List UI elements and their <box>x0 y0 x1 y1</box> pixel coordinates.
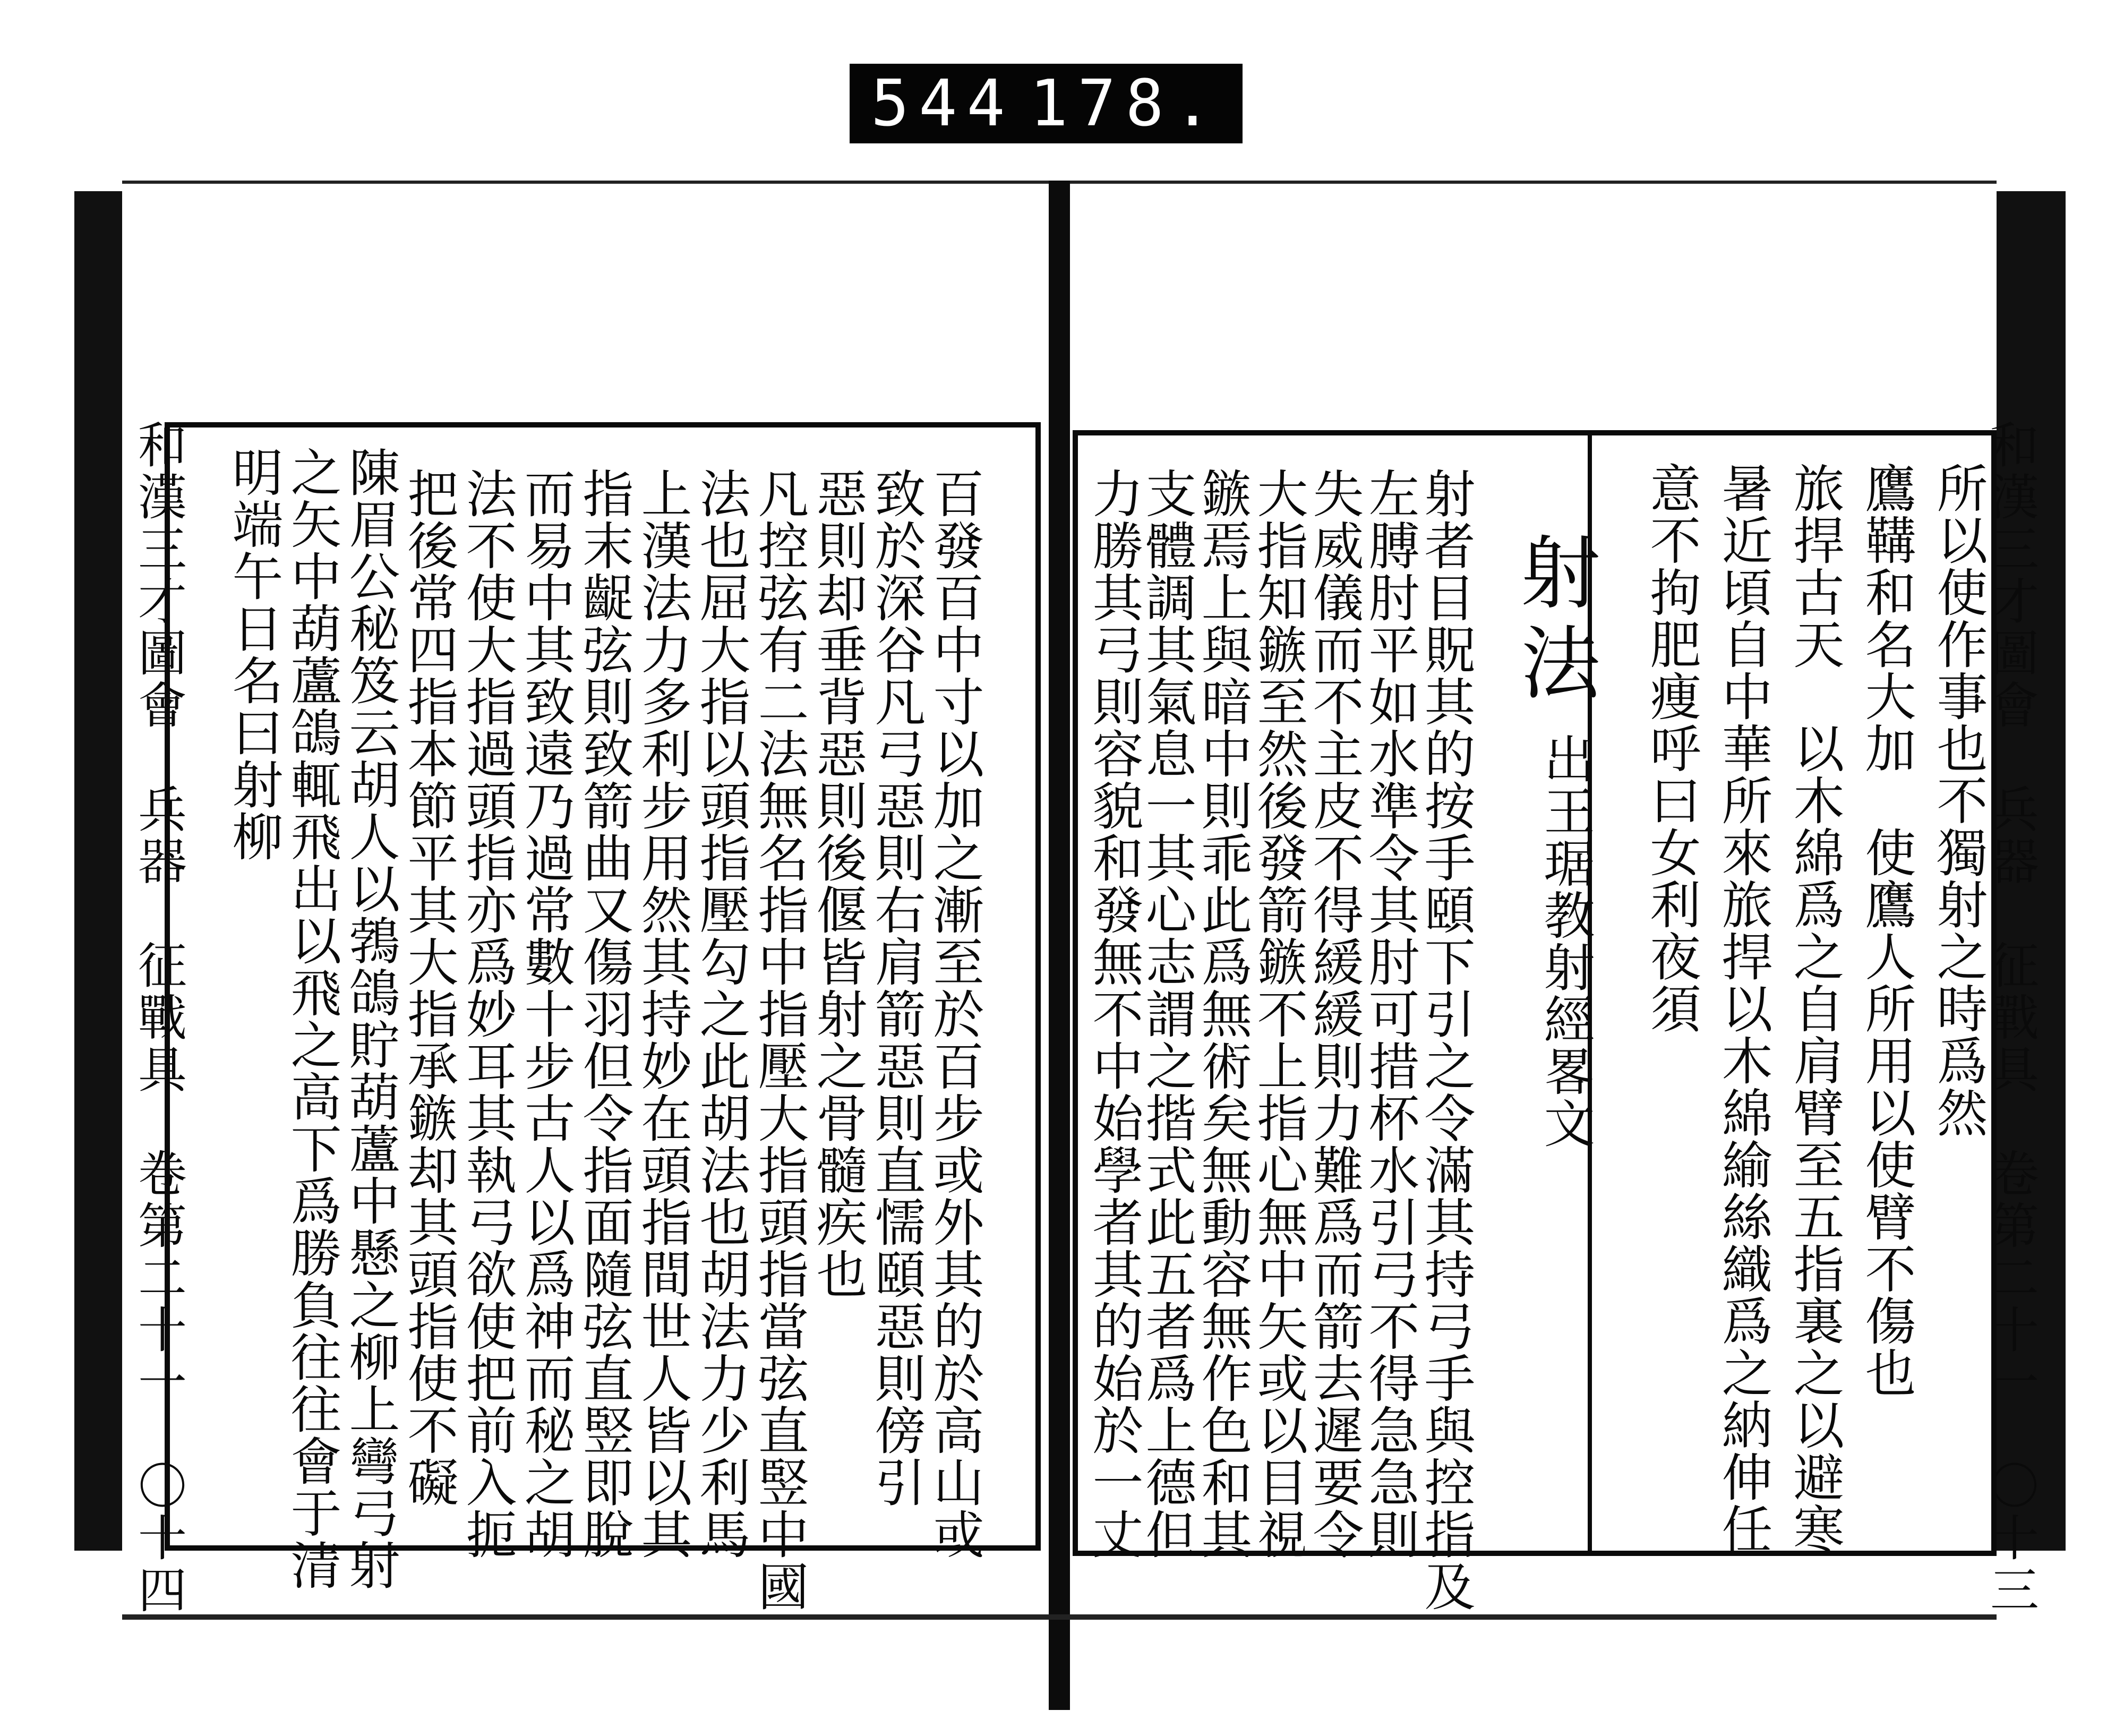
catalog-number-left: 544 <box>871 66 1015 141</box>
right-body-line-2: 左膊肘平如水準令其肘可措杯水引弓不得急急則 <box>1360 467 1420 1560</box>
catalog-label <box>850 64 1243 143</box>
left-body-line-7: 指末齪弦則致箭曲又傷羽但令指面隨弦直竪即脫 <box>575 467 634 1560</box>
left-body-line-1: 百發百中寸以加之漸至於百步或外其的於高山或 <box>925 467 984 1560</box>
right-note-line-4: 暑近頃自中華所來旅捍以木綿緰絲織爲之納伸任 <box>1714 462 1773 1555</box>
left-body-line-12: 之矢中葫蘆鴿輒飛出以飛之高下爲勝負往往會于清 <box>282 446 342 1591</box>
left-body-line-4: 凡控弦有二法無名指中指壓大指頭指當弦直竪中國 <box>750 467 809 1612</box>
right-body-line-3: 失威儀而不主皮不得緩緩則力難爲而箭去遲要令 <box>1305 467 1364 1560</box>
left-body-line-3: 惡則却垂背惡則後偃皆射之骨髓疾也 <box>808 467 868 1300</box>
left-body-line-5: 法也屈大指以頭指壓勾之此胡法也胡法力少利馬 <box>691 467 751 1560</box>
right-body-line-7: 力勝其弓則容貌和發無不中始學者其的始於一丈 <box>1084 467 1144 1560</box>
section-title: 射法 <box>1507 531 1599 712</box>
left-body-line-13: 明端午日名曰射柳 <box>224 446 284 862</box>
right-note-line-3: 旅捍古天 以木綿爲之自肩臂至五指裏之以避寒 <box>1785 462 1845 1555</box>
right-body-line-1: 射者目貺其的按手頤下引之令滿其持弓手與控指及 <box>1416 467 1476 1612</box>
left-running-header: 和漢三才圖會 兵器 征戰具 卷第二十一 〇十四 <box>130 420 187 1617</box>
book-gutter <box>1049 181 1070 1710</box>
left-body-line-6: 上漢法力多利步用然其持妙在頭指間世人皆以其 <box>633 467 692 1560</box>
right-body-line-5: 鏃焉上與暗中則乖此爲無術矣無動容無作色和其 <box>1193 467 1253 1560</box>
left-body-line-2: 致於深谷凡弓惡則右肩箭惡則直懦頤惡則傍引 <box>867 467 926 1508</box>
right-note-line-1: 所以使作事也不獨射之時爲然 <box>1929 462 1988 1139</box>
page-bottom-edge <box>122 1614 1997 1620</box>
right-body-line-4: 大指知鏃至然後發箭鏃不上指心無中矢或以目視 <box>1249 467 1308 1560</box>
section-source: 出王琚教射經畧文 <box>1536 733 1595 1149</box>
left-body-line-10: 把後常四指本節平其大指承鏃却其頭指使不礙 <box>399 467 459 1508</box>
left-spine-edge <box>74 191 122 1551</box>
right-note-line-5: 意不拘肥痩呼曰女利夜須 <box>1642 462 1701 1034</box>
left-body-line-8: 而易中其致遠乃過常數十步古人以爲神而秘之胡 <box>516 467 576 1560</box>
left-body-line-11: 陳眉公秘笈云胡人以鵓鴿貯葫蘆中懸之柳上彎弓射 <box>341 446 400 1591</box>
right-body-line-6: 支體調其氣息一其心志謂之揩式此五者爲上德但 <box>1137 467 1197 1560</box>
catalog-number-right: 178. <box>1030 66 1221 141</box>
left-body-line-9: 法不使大指過頭指亦爲妙耳其執弓欲使把前入扼 <box>458 467 517 1560</box>
right-running-header: 和漢三才圖會 兵器 征戰具 卷第二十一 〇十三 <box>1982 420 2039 1617</box>
right-note-line-2: 鷹鞲和名大加 使鷹人所用以使臂不傷也 <box>1857 462 1916 1399</box>
